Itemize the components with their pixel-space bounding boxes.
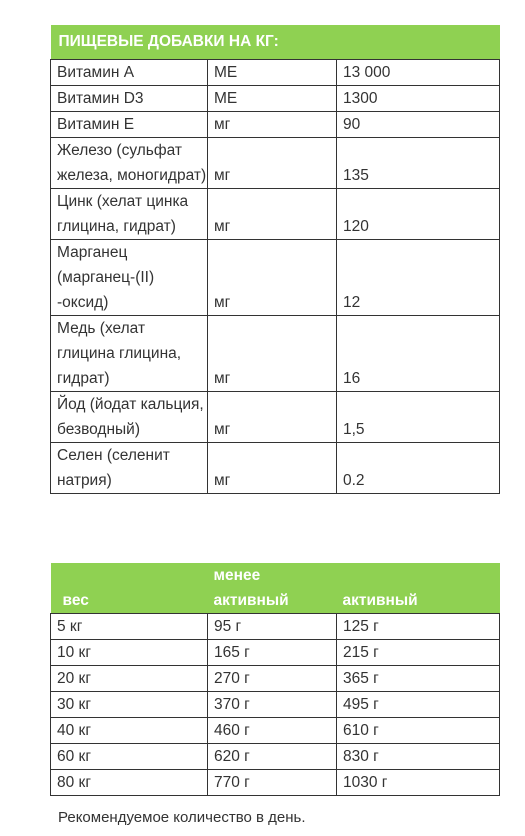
table-cell: мг — [208, 240, 337, 316]
table-row — [51, 189, 500, 240]
table-cell: 215 г — [337, 640, 500, 666]
table-cell: Медь (хелат глицина глицина, гидрат) — [51, 316, 208, 392]
table-cell: 620 г — [208, 744, 337, 770]
table-row — [51, 60, 500, 86]
table-cell: Железо (сульфат железа, моногидрат) — [51, 138, 208, 189]
table-cell: 1300 — [337, 86, 500, 112]
table-cell: 13 000 — [337, 60, 500, 86]
table-cell: МЕ — [208, 86, 337, 112]
table-cell: Витамин E — [51, 112, 208, 138]
table-cell: 165 г — [208, 640, 337, 666]
table-cell: мг — [208, 189, 337, 240]
table-row — [51, 112, 500, 138]
table-row — [51, 744, 500, 770]
header-active: активный — [337, 563, 500, 614]
table-row — [51, 718, 500, 744]
daily-amount-table-header — [51, 563, 500, 614]
table-cell: 80 кг — [51, 770, 208, 796]
table-cell: 125 г — [337, 614, 500, 640]
table-cell: 16 — [337, 316, 500, 392]
table-cell: 10 кг — [51, 640, 208, 666]
table-row — [51, 770, 500, 796]
table-cell: 135 — [337, 138, 500, 189]
table-cell: 90 — [337, 112, 500, 138]
table-cell: Витамин A — [51, 60, 208, 86]
table-row — [51, 86, 500, 112]
table-cell: мг — [208, 316, 337, 392]
daily-amount-table — [50, 563, 500, 796]
table-cell: 270 г — [208, 666, 337, 692]
header-less-active: менее активный — [208, 563, 337, 614]
table-cell: 770 г — [208, 770, 337, 796]
table-cell: 20 кг — [51, 666, 208, 692]
table-cell: Цинк (хелат цинка глицина, гидрат) — [51, 189, 208, 240]
supplements-table-header — [51, 25, 500, 60]
table-cell: 370 г — [208, 692, 337, 718]
table-cell: 610 г — [337, 718, 500, 744]
table-row — [51, 614, 500, 640]
table-cell: 495 г — [337, 692, 500, 718]
table-cell: 1,5 — [337, 392, 500, 443]
table-row — [51, 443, 500, 494]
table-cell: 30 кг — [51, 692, 208, 718]
table-row — [51, 138, 500, 189]
table-cell: 460 г — [208, 718, 337, 744]
table-cell: Марганец (марганец-(II) -оксид) — [51, 240, 208, 316]
table-cell: мг — [208, 443, 337, 494]
table-cell: Йод (йодат кальция, безводный) — [51, 392, 208, 443]
table-cell: 12 — [337, 240, 500, 316]
table-cell: 95 г — [208, 614, 337, 640]
table-cell: 5 кг — [51, 614, 208, 640]
table-row — [51, 666, 500, 692]
table-cell: МЕ — [208, 60, 337, 86]
table-cell: 1030 г — [337, 770, 500, 796]
table-cell: 0.2 — [337, 443, 500, 494]
table-cell: мг — [208, 392, 337, 443]
table-cell: 60 кг — [51, 744, 208, 770]
table-cell: 365 г — [337, 666, 500, 692]
table-row — [51, 640, 500, 666]
table-cell: Селен (селенит натрия) — [51, 443, 208, 494]
table-cell: Витамин D3 — [51, 86, 208, 112]
table-row — [51, 692, 500, 718]
table-cell: 120 — [337, 189, 500, 240]
recommendation-note: Рекомендуемое количество в день. — [58, 809, 306, 826]
table-cell: мг — [208, 138, 337, 189]
supplements-table — [50, 25, 500, 494]
table-cell: 40 кг — [51, 718, 208, 744]
supplements-table-title: ПИЩЕВЫЕ ДОБАВКИ НА КГ: — [51, 25, 500, 60]
table-cell: мг — [208, 112, 337, 138]
table-row — [51, 392, 500, 443]
header-weight: вес — [51, 563, 208, 614]
table-row — [51, 240, 500, 316]
table-row — [51, 316, 500, 392]
table-cell: 830 г — [337, 744, 500, 770]
